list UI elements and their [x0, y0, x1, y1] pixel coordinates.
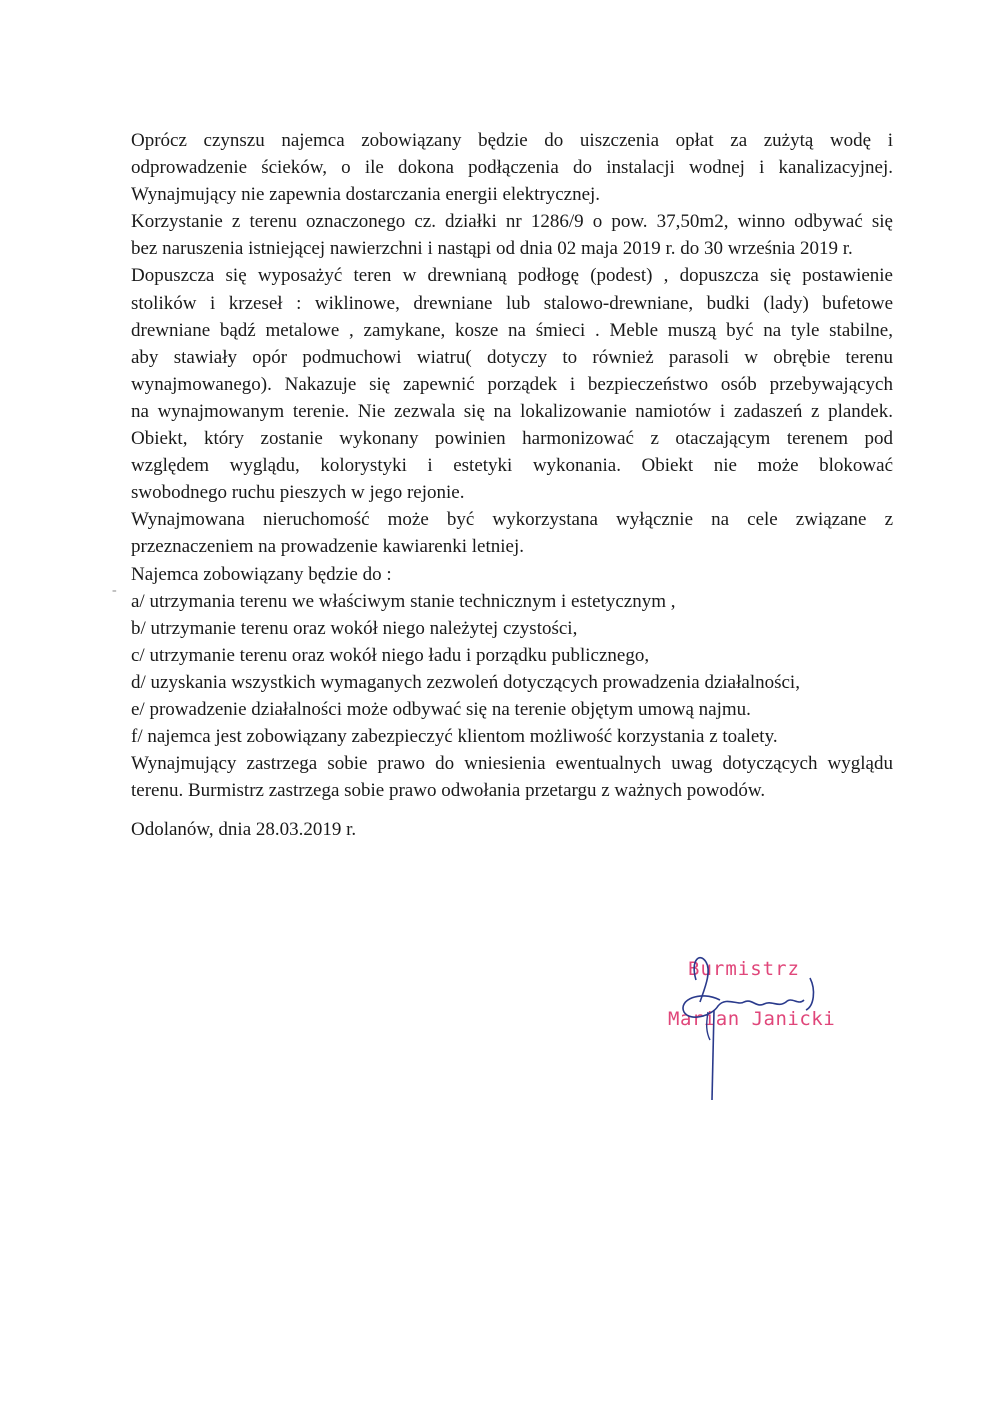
- list-item: b/ utrzymanie terenu oraz wokół niego należytej czystości,: [131, 617, 578, 639]
- place-and-date: Odolanów, dnia 28.03.2019 r.: [131, 819, 357, 840]
- signature-stroke: [712, 1010, 714, 1100]
- list-item: f/ najemca jest zobowiązany zabezpieczyć klientom możliwość korzystania z toalety.: [131, 726, 778, 748]
- body-line: drewniane bądź metalowe , zamykane, kosze na śmieci . Meble muszą być na tyle stabilne,: [131, 319, 893, 341]
- body-line: względem wyglądu, kolorystyki i estetyki wykonania. Obiekt nie może blokować: [131, 455, 893, 477]
- body-line: Oprócz czynszu najemca zobowiązany będzie do uiszczenia opłat za zużytą wodę i: [131, 130, 893, 151]
- body-line: odprowadzenie ścieków, o ile dokona podłączenia do instalacji wodnej i kanalizacyjnej.: [131, 157, 893, 179]
- body-line: Wynajmowana nieruchomość może być wykorzystana wyłącznie na cele związane z: [131, 509, 893, 531]
- body-line: terenu. Burmistrz zastrzega sobie prawo odwołania przetargu z ważnych powodów.: [131, 780, 766, 802]
- body-line: aby stawiały opór podmuchowi wiatru( dotyczy to również parasoli w obrębie terenu: [131, 346, 893, 368]
- signature-stroke: [707, 1012, 710, 1040]
- stamp-name: Marian Janicki: [668, 1008, 836, 1030]
- official-stamp: [660, 950, 836, 1110]
- body-line: Wynajmujący zastrzega sobie prawo do wniesienia ewentualnych uwag dotyczących wyglądu: [131, 753, 893, 775]
- body-line: Wynajmujący nie zapewnia dostarczania energii elektrycznej.: [131, 184, 601, 206]
- list-item: c/ utrzymanie terenu oraz wokół niego ładu i porządku publicznego,: [131, 644, 650, 666]
- margin-mark: -: [112, 583, 117, 598]
- body-line: Dopuszcza się wyposażyć teren w drewnianą podłogę (podest) , dopuszcza się postawienie: [131, 265, 893, 287]
- body-line: bez naruszenia istniejącej nawierzchni i nastąpi od dnia 02 maja 2019 r. do 30 września 2019 r.: [131, 238, 853, 260]
- body-line: wynajmowanego). Nakazuje się zapewnić porządek i bezpieczeństwo osób przebywających: [131, 373, 893, 395]
- body-line: swobodnego ruchu pieszych w jego rejonie.: [131, 482, 465, 504]
- list-item: e/ prowadzenie działalności może odbywać się na terenie objętym umową najmu.: [131, 698, 751, 720]
- list-item: a/ utrzymania terenu we właściwym stanie technicznym i estetycznym ,: [131, 590, 676, 612]
- stamp-title: Burmistrz: [688, 958, 800, 980]
- body-line: Najemca zobowiązany będzie do :: [131, 563, 392, 585]
- body-line: stolików i krzeseł : wiklinowe, drewniane lub stalowo-drewniane, budki (lady) bufetowe: [131, 292, 893, 314]
- body-line: przeznaczeniem na prowadzenie kawiarenki letniej.: [131, 536, 524, 558]
- signature-stroke: [806, 978, 813, 1010]
- body-line: Obiekt, który zostanie wykonany powinien harmonizować z otaczającym terenem pod: [131, 428, 893, 450]
- document-body: [131, 127, 893, 804]
- body-line: na wynajmowanym terenie. Nie zezwala się na lokalizowanie namiotów i zadaszeń z plandek.: [131, 400, 893, 422]
- list-item: d/ uzyskania wszystkich wymaganych zezwoleń dotyczących prowadzenia działalności,: [131, 671, 800, 693]
- body-line: Korzystanie z terenu oznaczonego cz. działki nr 1286/9 o pow. 37,50m2, winno odbywać się: [131, 211, 893, 233]
- handwritten-signature: [660, 950, 830, 1110]
